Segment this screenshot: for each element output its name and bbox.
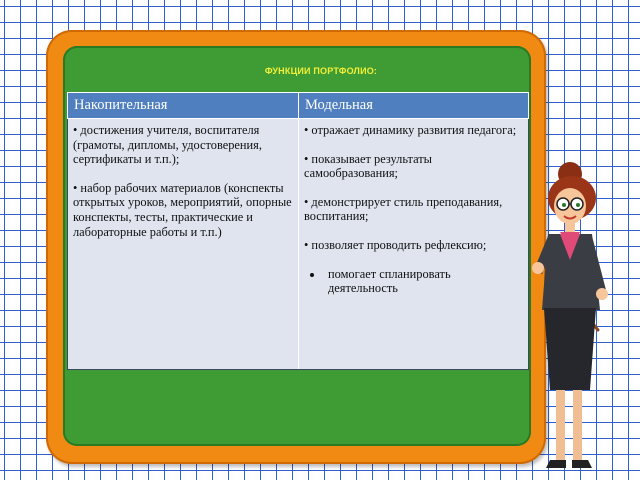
- list-item: • набор рабочих материалов (конспекты открытых уроков, мероприятий, опорные конспекты, тесты, практические и лабораторные работы и т.п.): [73, 180, 292, 239]
- model-cell: [299, 119, 529, 370]
- table-body-row: [68, 119, 529, 370]
- list-item: • достижения учителя, воспитателя (грамоты, дипломы, удостоверения, сертификаты и т.п.);: [73, 123, 262, 167]
- bullet-list: [304, 267, 523, 296]
- list-item: • показывает результаты самообразования;: [304, 151, 432, 181]
- column-header-model: Модельная: [299, 93, 529, 119]
- portfolio-functions-table: [67, 92, 529, 370]
- list-item: • позволяет проводить рефлексию;: [304, 237, 487, 252]
- column-header-cumulative: Накопительная: [68, 93, 299, 119]
- list-item: • демонстрирует стиль преподавания, воспитания;: [304, 194, 503, 224]
- list-item: • помогает спланировать деятельность: [324, 267, 523, 296]
- table-header-row: [68, 93, 529, 119]
- cumulative-cell: [68, 119, 299, 370]
- teacher-illustration: [520, 160, 640, 480]
- list-item: • отражает динамику развития педагога;: [304, 123, 517, 137]
- slide-title: ФУНКЦИИ ПОРТФОЛИО:: [264, 66, 378, 76]
